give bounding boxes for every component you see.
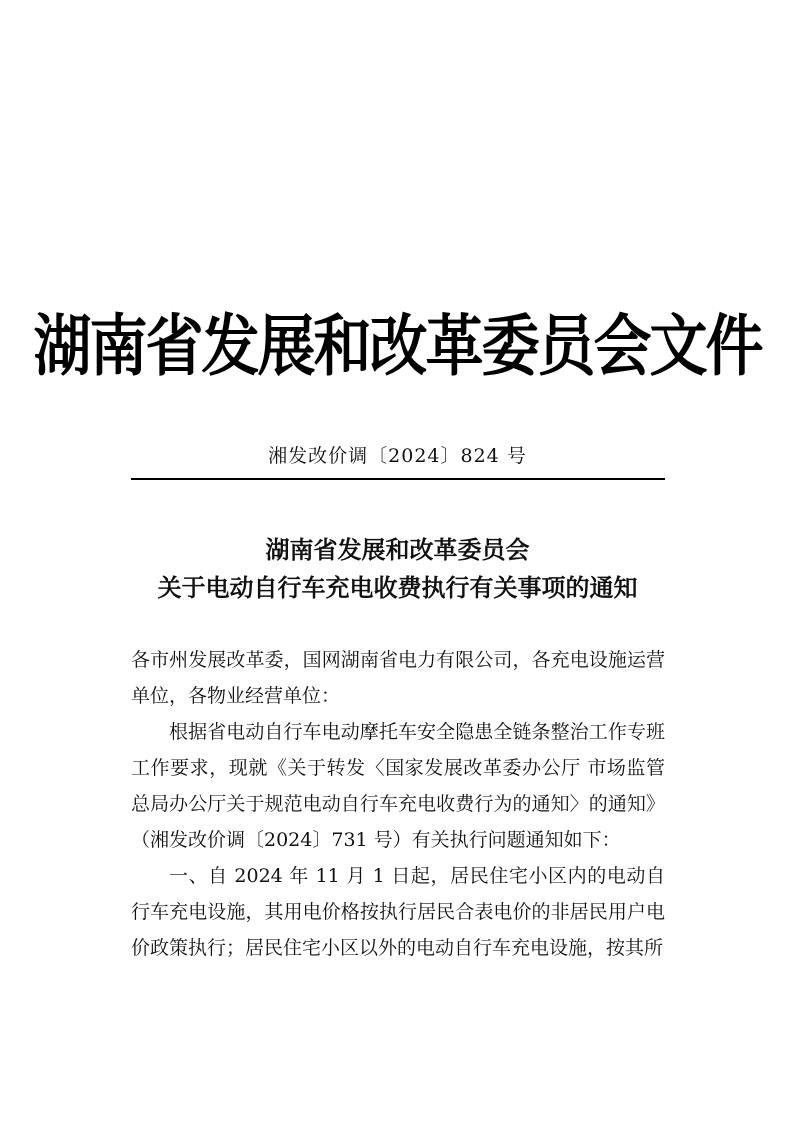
masthead-title: 湖南省发展和改革委员会文件 bbox=[33, 306, 762, 386]
body-paragraph-1: 根据省电动自行车电动摩托车安全隐患全链条整治工作专班工作要求，现就《关于转发〈国家发展改革委办公厅 市场监管总局办公厅关于规范电动自行车充电收费行为的通知〉的通知》（湘发改价调〔2024〕731 号）有关执行问题通知如下： bbox=[131, 721, 665, 851]
notice-title-line-2: 关于电动自行车充电收费执行有关事项的通知 bbox=[157, 574, 638, 602]
recipients-paragraph: 各市州发展改革委，国网湖南省电力有限公司，各充电设施运营单位，各物业经营单位： bbox=[131, 649, 665, 707]
document-body bbox=[131, 642, 665, 966]
document-number: 湘发改价调〔2024〕824 号 bbox=[268, 445, 527, 467]
notice-title-line-1: 湖南省发展和改革委员会 bbox=[265, 536, 530, 564]
body-paragraph-2: 一、自 2024 年 11 月 1 日起，居民住宅小区内的电动自行车充电设施，其用电价格按执行居民合表电价的非居民用户电价政策执行；居民住宅小区以外的电动自行车充电设施，按其所 bbox=[131, 865, 665, 959]
header-divider bbox=[131, 478, 665, 480]
